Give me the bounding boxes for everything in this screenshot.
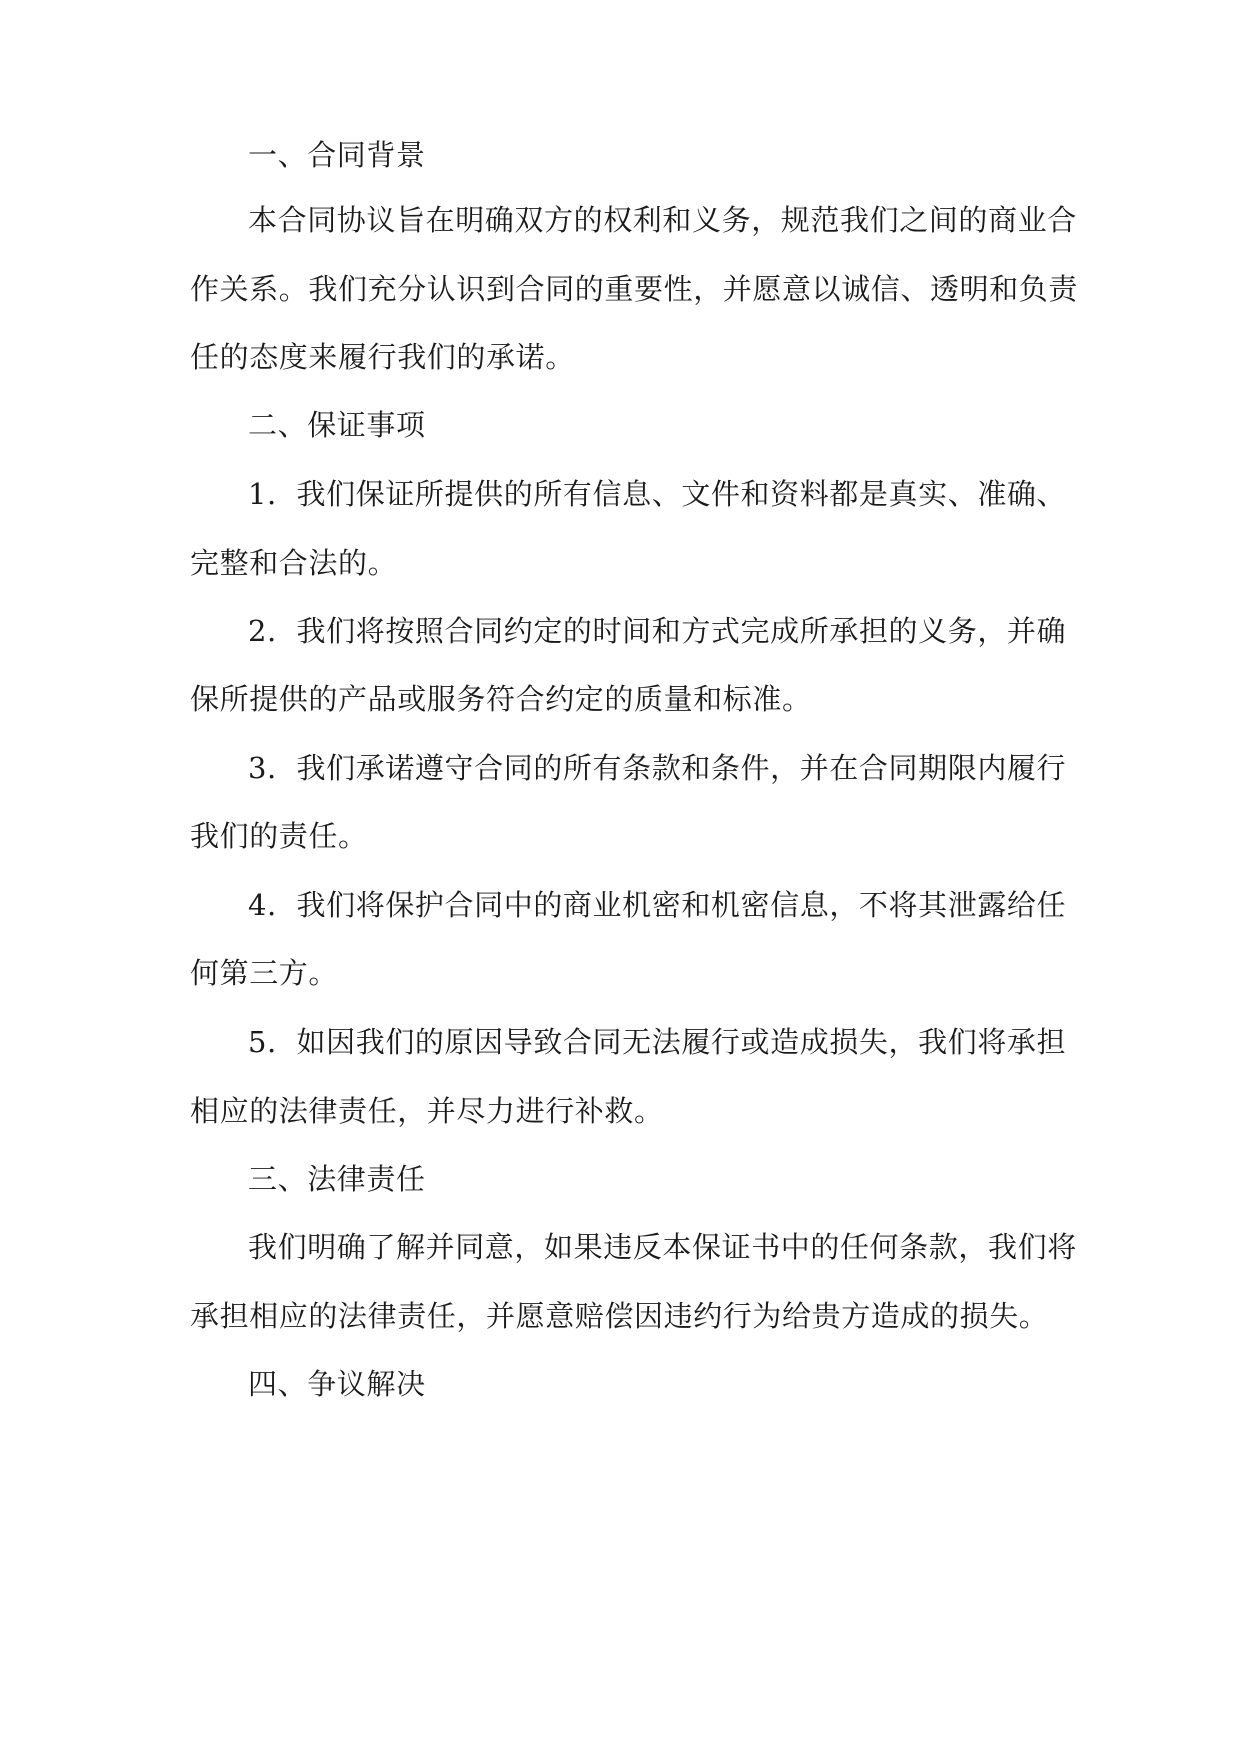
list-item-continuation: 相应的法律责任，并尽力进行补救。 xyxy=(190,1094,664,1128)
list-item-text: 我们将按照合同约定的时间和方式完成所承担的义务，并确 xyxy=(296,614,1067,648)
list-item-text: 我们将保护合同中的商业机密和机密信息，不将其泄露给任 xyxy=(296,888,1067,922)
paragraph-line: 我们明确了解并同意，如果违反本保证书中的任何条款，我们将 xyxy=(248,1230,1077,1264)
paragraph-line: 作关系。我们充分认识到合同的重要性，并愿意以诚信、透明和负责 xyxy=(190,272,1079,306)
list-item-continuation: 何第三方。 xyxy=(190,956,339,990)
list-item-text: 我们保证所提供的所有信息、文件和资料都是真实、准确、 xyxy=(296,477,1067,511)
list-item xyxy=(248,749,1066,787)
paragraph-line: 本合同协议旨在明确双方的权利和义务，规范我们之间的商业合 xyxy=(248,203,1077,237)
section-heading: 四、争议解决 xyxy=(248,1367,426,1401)
list-item-continuation: 完整和合法的。 xyxy=(190,546,398,580)
list-item xyxy=(248,475,1066,513)
section-heading: 三、法律责任 xyxy=(248,1162,426,1196)
list-item-number: 2. xyxy=(248,614,277,648)
list-item-text: 如因我们的原因导致合同无法履行或造成损失，我们将承担 xyxy=(296,1025,1067,1059)
list-item xyxy=(248,1023,1066,1061)
list-item-number: 1. xyxy=(248,477,277,511)
list-item-number: 5. xyxy=(248,1025,277,1059)
list-item xyxy=(248,886,1066,924)
list-item-number: 4. xyxy=(248,888,277,922)
section-heading: 二、保证事项 xyxy=(248,408,426,442)
list-item-continuation: 保所提供的产品或服务符合约定的质量和标准。 xyxy=(190,682,812,716)
paragraph-line: 任的态度来履行我们的承诺。 xyxy=(190,340,575,374)
list-item-continuation: 我们的责任。 xyxy=(190,819,368,853)
list-item-text: 我们承诺遵守合同的所有条款和条件，并在合同期限内履行 xyxy=(296,751,1067,785)
paragraph-line: 承担相应的法律责任，并愿意赔偿因违约行为给贵方造成的损失。 xyxy=(190,1299,1049,1333)
list-item xyxy=(248,612,1066,650)
section-heading: 一、合同背景 xyxy=(248,138,426,172)
list-item-number: 3. xyxy=(248,751,277,785)
